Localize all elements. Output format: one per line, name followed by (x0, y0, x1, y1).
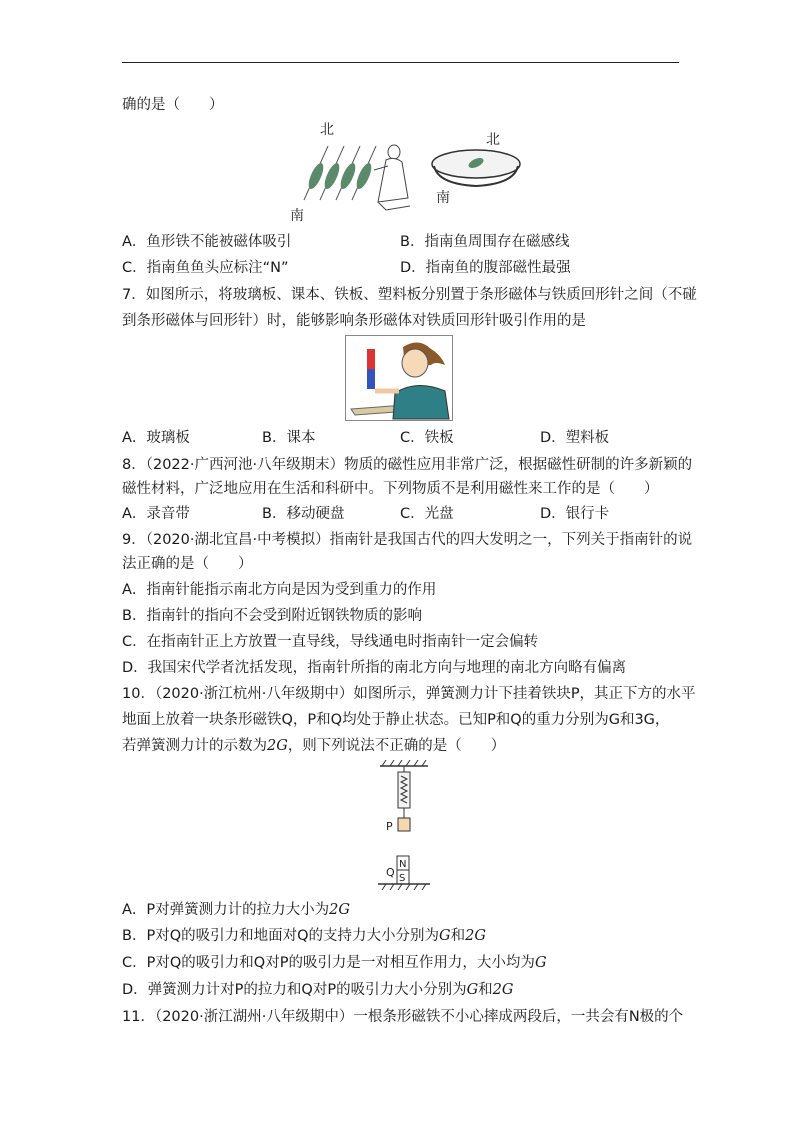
q7-option-d: D．塑料板 (540, 430, 610, 446)
q10-stem-line3-value: 2G (267, 738, 288, 754)
q9-option-c: C．在指南针正上方放置一直导线，导线通电时指南针一定会偏转 (122, 634, 539, 650)
q10-option-b-text: B．P对Q的吸引力和地面对Q的支持力大小分别为 (122, 928, 440, 944)
q10-option-d-value1: G (466, 982, 479, 998)
q7-option-b: B．课本 (262, 430, 316, 446)
q10-option-d-text: D．弹簧测力计对P的拉力和Q对P的吸引力大小分别为 (122, 982, 467, 998)
q10-option-b-and: 和 (450, 928, 466, 944)
q8-option-d: D．银行卡 (540, 506, 610, 522)
q6-right-south-label: 南 (436, 190, 450, 206)
q8-option-a: A．录音带 (122, 506, 190, 522)
q10-stem-line3 (122, 736, 505, 756)
fish-row-icon (304, 146, 376, 200)
q7-stem-line2: 到条形磁体与回形针）时，能够影响条形磁体对铁质回形针吸引作用的是 (122, 313, 586, 329)
q10-option-a (122, 900, 350, 920)
q10-option-b-value1: G (439, 928, 451, 944)
ceiling-hatch-icon (380, 760, 428, 766)
q10-option-a-text: A．P对弹簧测力计的拉力大小为 (122, 902, 330, 918)
q6-figure-fish-sign (290, 118, 420, 226)
q10-option-c-value: G (534, 955, 547, 971)
q8-option-b: B．移动硬盘 (262, 506, 345, 522)
q9-stem-line1: 9．（2020·湖北宜昌·中考模拟）指南针是我国古代的四大发明之一，下列关于指南针的说 (122, 532, 693, 548)
q10-option-d (122, 980, 513, 1000)
q10-stem-line2: 地面上放着一块条形磁铁Q，P和Q均处于静止状态。已知P和Q的重力分别为G和3G， (122, 712, 670, 728)
q10-magnet-q-label: Q (386, 866, 395, 879)
q9-option-d: D．我国宋代学者沈括发现，指南针所指的南北方向与地理的南北方向略有偏离 (122, 660, 627, 676)
q10-stem-line1: 10．（2020·浙江杭州·八年级期中）如图所示，弹簧测力计下挂着铁块P，其正下方的水平 (122, 686, 696, 702)
q9-option-b: B．指南针的指向不会受到附近钢铁物质的影响 (122, 608, 422, 624)
q10-option-b (122, 926, 486, 946)
q10-magnet-n-label: N (399, 859, 407, 870)
iron-block-p-icon (398, 818, 410, 831)
q10-magnet-s-label: S (399, 873, 406, 884)
q9-stem-line2: 法正确的是（ ） (122, 556, 253, 572)
q7-option-c: C．铁板 (400, 430, 454, 446)
q10-option-c-text: C．P对Q的吸引力和Q对P的吸引力是一对相互作用力，大小均为 (122, 955, 535, 971)
q7-stem-line1: 7．如图所示，将玻璃板、课本、铁板、塑料板分别置于条形磁体与铁质回形针之间（不碰 (122, 287, 697, 303)
q7-option-a: A．玻璃板 (122, 430, 190, 446)
bar-magnet-icon (367, 349, 375, 389)
q11-stem-line1: 11．（2020·浙江湖州·八年级期中）一根条形磁铁不小心摔成两段后，一共会有N极的个 (122, 1009, 684, 1025)
q6-option-b: B．指南鱼周围存在磁感线 (400, 234, 570, 250)
q6-left-north-label: 北 (320, 122, 334, 138)
q6-figure-fish-bowl (428, 128, 523, 208)
q8-stem-line2: 磁性材料，广泛地应用在生活和科研中。下列物质不是利用磁性来工作的是（ ） (122, 481, 659, 497)
header-rule (122, 62, 679, 63)
q6-option-c: C．指南鱼鱼头应标注“N” (122, 260, 289, 276)
q9-option-a: A．指南针能指示南北方向是因为受到重力的作用 (122, 582, 437, 598)
q10-figure-spring-scale (370, 760, 440, 892)
q10-option-b-value2: 2G (465, 928, 486, 944)
q10-block-p-label: P (386, 820, 393, 833)
q10-stem-line3-text: 若弹簧测力计的示数为 (122, 738, 267, 754)
q6-stem-tail: 确的是（ ） (122, 97, 224, 113)
q10-option-c (122, 953, 547, 973)
spring-scale-icon (398, 766, 410, 818)
q7-figure-girl-magnet (345, 335, 453, 421)
q10-stem-line3-tail: ，则下列说法不正确的是（ ） (287, 738, 506, 754)
ground-hatch-icon (378, 884, 430, 890)
q6-option-d: D．指南鱼的腹部磁性最强 (400, 260, 571, 276)
q10-option-a-value: 2G (329, 902, 350, 918)
water-bowl-icon (432, 150, 520, 186)
q10-option-d-and: 和 (478, 982, 493, 998)
q6-left-south-label: 南 (290, 208, 304, 224)
q8-option-c: C．光盘 (400, 506, 454, 522)
q6-option-a: A．鱼形铁不能被磁体吸引 (122, 234, 292, 250)
scholar-figure-icon (374, 145, 410, 210)
q8-stem-line1: 8．（2022·广西河池·八年级期末）物质的磁性应用非常广泛，根据磁性研制的许多新颖的 (122, 457, 693, 473)
q6-right-north-label: 北 (486, 132, 500, 148)
q10-option-d-value2: 2G (492, 982, 514, 998)
